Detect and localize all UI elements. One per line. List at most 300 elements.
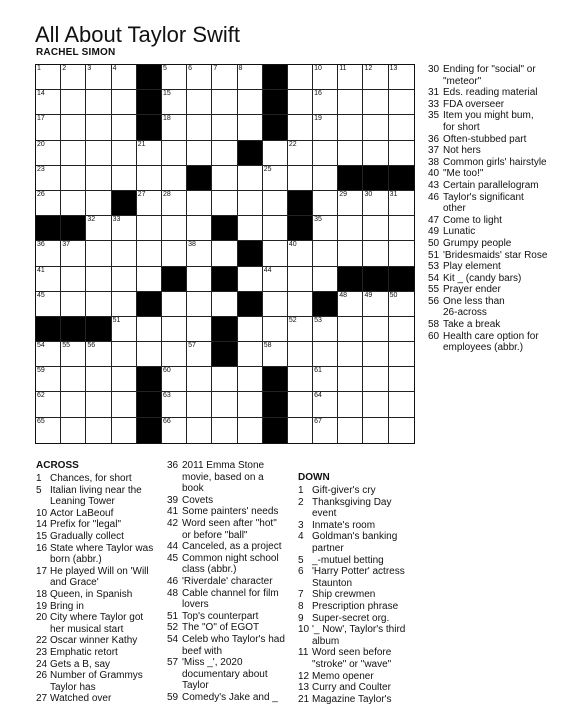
clue-line: City where Taylor got	[50, 612, 144, 624]
clue-line: Inmate's room	[312, 519, 376, 531]
cell-number: 14	[37, 90, 45, 98]
grid-cell[interactable]	[86, 166, 111, 191]
grid-cell[interactable]	[263, 317, 288, 342]
grid-cell[interactable]	[238, 65, 263, 90]
clue-text	[50, 519, 158, 531]
grid-cell[interactable]	[238, 90, 263, 115]
clue	[36, 566, 158, 589]
grid-cell[interactable]	[86, 392, 111, 417]
clue-text	[50, 612, 158, 635]
clue-text	[312, 555, 422, 567]
grid-cell[interactable]	[363, 191, 388, 216]
clue-number: 17	[36, 565, 48, 577]
grid-cell[interactable]	[112, 216, 137, 241]
clue-number: 37	[428, 145, 440, 157]
grid-cell[interactable]	[313, 241, 338, 266]
cell-number: 4	[112, 65, 117, 72]
clue-number: 11	[298, 647, 309, 659]
clue-text	[50, 485, 158, 508]
grid-cell[interactable]	[61, 367, 86, 392]
cell-number: 12	[364, 65, 373, 72]
grid-cell[interactable]	[288, 166, 313, 191]
grid-cell[interactable]	[363, 317, 388, 342]
clue	[428, 261, 566, 273]
cell-number: 22	[288, 140, 297, 148]
grid-cell[interactable]	[187, 342, 212, 367]
cell-number: 15	[162, 90, 171, 98]
grid-cell[interactable]	[36, 166, 61, 191]
grid-cell[interactable]	[187, 216, 212, 241]
grid-cell[interactable]	[363, 141, 388, 166]
clue-line: Gets a B, say	[50, 658, 111, 670]
clue	[298, 613, 422, 625]
grid-cell[interactable]	[338, 342, 363, 367]
grid-cell[interactable]	[338, 216, 363, 241]
clue-line: Grumpy people	[443, 237, 512, 249]
grid-cell[interactable]	[238, 342, 263, 367]
clue	[428, 157, 566, 169]
grid-cell[interactable]	[61, 166, 86, 191]
clue-text	[312, 485, 422, 497]
grid-cell[interactable]	[137, 166, 162, 191]
grid-cell[interactable]	[36, 292, 61, 317]
grid-cell[interactable]	[137, 342, 162, 367]
grid-cell[interactable]	[162, 191, 187, 216]
grid-cell[interactable]	[338, 65, 363, 90]
grid-cell[interactable]	[288, 65, 313, 90]
clue-line: Covets	[182, 494, 214, 506]
clue-text	[312, 647, 422, 670]
grid-cell[interactable]	[389, 317, 414, 342]
clue	[428, 64, 566, 87]
clue	[167, 657, 291, 692]
grid-cell[interactable]	[86, 191, 111, 216]
grid-cell[interactable]	[112, 342, 137, 367]
grid-cell[interactable]	[313, 342, 338, 367]
grid-cell[interactable]	[263, 342, 288, 367]
grid-cell[interactable]	[61, 191, 86, 216]
grid-cell[interactable]	[112, 166, 137, 191]
clue	[36, 659, 158, 671]
clue-number: 55	[428, 284, 440, 296]
clue	[167, 622, 291, 634]
black-square	[238, 141, 263, 166]
grid-cell[interactable]	[212, 292, 237, 317]
clue-line: Play element	[443, 261, 501, 273]
clue-line: 2011 Emma Stone	[182, 460, 265, 471]
grid-cell[interactable]	[288, 241, 313, 266]
grid-cell[interactable]	[263, 191, 288, 216]
grid-cell[interactable]	[36, 90, 61, 115]
grid-cell[interactable]	[187, 90, 212, 115]
grid-cell[interactable]	[162, 141, 187, 166]
clue-line: her musical start	[50, 623, 124, 635]
grid-cell[interactable]	[389, 65, 414, 90]
grid-cell[interactable]	[112, 141, 137, 166]
grid-cell[interactable]	[212, 166, 237, 191]
grid-cell[interactable]	[363, 392, 388, 417]
grid-cell[interactable]	[36, 267, 61, 292]
cell-number: 63	[162, 392, 171, 400]
clue-text	[443, 64, 566, 87]
black-square	[363, 267, 388, 292]
grid-cell[interactable]	[112, 392, 137, 417]
cell-number: 40	[288, 241, 297, 249]
clue-line: Ship crewmen	[312, 589, 376, 601]
grid-cell[interactable]	[288, 317, 313, 342]
clue-number: 36	[428, 133, 440, 145]
clue-line: Take a break	[443, 319, 501, 331]
grid-cell[interactable]	[36, 241, 61, 266]
clue-line: Health care option for	[443, 330, 539, 342]
grid-cell[interactable]	[363, 367, 388, 392]
grid-cell[interactable]	[313, 418, 338, 443]
grid-cell[interactable]	[238, 367, 263, 392]
clue-text	[50, 589, 158, 601]
clue	[298, 520, 422, 532]
clue-line: born (abbr.)	[50, 554, 102, 566]
grid-cell[interactable]	[187, 267, 212, 292]
clue-text	[443, 296, 566, 319]
clue-line: album	[312, 635, 340, 647]
clue-line: Super-secret org.	[312, 612, 390, 624]
grid-cell[interactable]	[162, 90, 187, 115]
grid-cell[interactable]	[389, 342, 414, 367]
grid-cell[interactable]	[212, 418, 237, 443]
grid-cell[interactable]	[162, 317, 187, 342]
clue-line: Not hers	[443, 145, 481, 157]
grid-cell[interactable]	[212, 392, 237, 417]
clue-line: Number of Grammys	[50, 670, 143, 682]
grid-cell[interactable]	[338, 367, 363, 392]
black-square	[137, 90, 162, 115]
clue-number: 31	[428, 87, 440, 99]
grid-cell[interactable]	[288, 90, 313, 115]
grid-cell[interactable]	[263, 141, 288, 166]
clue-line: Goldman's banking	[312, 531, 398, 543]
grid-cell[interactable]	[263, 241, 288, 266]
clue-text	[312, 589, 422, 601]
clue-line: documentary about	[182, 668, 268, 680]
clue-line: Curry and Coulter	[312, 682, 391, 694]
grid-cell[interactable]	[238, 267, 263, 292]
grid-cell[interactable]	[162, 418, 187, 443]
clue-line: Kit _ (candy bars)	[443, 272, 522, 284]
grid-cell[interactable]	[288, 267, 313, 292]
grid-cell[interactable]	[389, 115, 414, 140]
black-square	[288, 191, 313, 216]
grid-cell[interactable]	[112, 267, 137, 292]
clue-text	[50, 659, 158, 671]
grid-cell[interactable]	[338, 191, 363, 216]
grid-cell[interactable]	[162, 342, 187, 367]
grid-cell[interactable]	[137, 267, 162, 292]
grid-cell[interactable]	[363, 216, 388, 241]
grid-cell[interactable]	[263, 166, 288, 191]
grid-cell[interactable]	[36, 141, 61, 166]
grid-cell[interactable]	[212, 65, 237, 90]
grid-cell[interactable]	[86, 241, 111, 266]
grid-cell[interactable]	[36, 392, 61, 417]
grid-cell[interactable]	[389, 241, 414, 266]
grid-cell[interactable]	[313, 65, 338, 90]
grid-cell[interactable]	[162, 292, 187, 317]
grid-cell[interactable]	[363, 342, 388, 367]
grid-cell[interactable]	[238, 166, 263, 191]
clue	[428, 145, 566, 157]
grid-cell[interactable]	[36, 65, 61, 90]
grid-cell[interactable]	[187, 392, 212, 417]
clue-number: 41	[167, 506, 179, 518]
grid-cell[interactable]	[162, 367, 187, 392]
grid-cell[interactable]	[338, 392, 363, 417]
grid-cell[interactable]	[61, 115, 86, 140]
clue-line: Staunton	[312, 577, 353, 589]
grid-cell[interactable]	[36, 342, 61, 367]
clue-line: "meteor"	[443, 75, 482, 87]
grid-cell[interactable]	[112, 317, 137, 342]
grid-cell[interactable]	[36, 367, 61, 392]
clue-number: 19	[36, 600, 48, 612]
grid-cell[interactable]	[112, 418, 137, 443]
grid-cell[interactable]	[288, 418, 313, 443]
grid-cell[interactable]	[313, 115, 338, 140]
grid-cell[interactable]	[187, 141, 212, 166]
grid-cell[interactable]	[137, 191, 162, 216]
clue-line: 26-across	[443, 307, 487, 319]
grid-cell[interactable]	[86, 90, 111, 115]
grid-cell[interactable]	[363, 90, 388, 115]
cell-number: 32	[87, 216, 96, 224]
grid-cell[interactable]	[212, 241, 237, 266]
grid-cell[interactable]	[61, 90, 86, 115]
clue-line: event	[312, 508, 337, 520]
grid-cell[interactable]	[86, 292, 111, 317]
grid-cell[interactable]	[112, 367, 137, 392]
clue-text	[312, 601, 422, 613]
clue	[298, 694, 422, 705]
black-square	[263, 90, 288, 115]
cell-number: 67	[314, 417, 322, 425]
clue-text	[182, 611, 291, 623]
grid-cell[interactable]	[162, 115, 187, 140]
clue-line: The "O" of EGOT	[182, 622, 260, 634]
clue-text	[312, 613, 422, 625]
grid-cell[interactable]	[61, 342, 86, 367]
grid-cell[interactable]	[187, 241, 212, 266]
grid-cell[interactable]	[389, 90, 414, 115]
grid-cell[interactable]	[187, 418, 212, 443]
grid-cell[interactable]	[137, 216, 162, 241]
grid-cell[interactable]	[61, 292, 86, 317]
cell-number: 35	[314, 216, 322, 224]
down-clues-column	[298, 472, 422, 705]
black-square	[212, 216, 237, 241]
grid-cell[interactable]	[187, 317, 212, 342]
clue-line: Come to light	[443, 214, 502, 226]
grid-cell[interactable]	[187, 65, 212, 90]
cell-number: 44	[263, 266, 272, 274]
clue-line: Word seen before	[312, 647, 392, 659]
grid-cell[interactable]	[162, 166, 187, 191]
clue-text	[312, 624, 422, 647]
grid-cell[interactable]	[389, 216, 414, 241]
grid-cell[interactable]	[238, 418, 263, 443]
clue-line: for short	[443, 121, 480, 133]
clue-number: 53	[428, 261, 440, 273]
grid-cell[interactable]	[363, 65, 388, 90]
grid-cell[interactable]	[313, 317, 338, 342]
grid-cell[interactable]	[313, 392, 338, 417]
clue	[428, 87, 566, 99]
grid-cell[interactable]	[389, 292, 414, 317]
grid-cell[interactable]	[338, 292, 363, 317]
clue-number: 60	[428, 330, 440, 342]
grid-cell[interactable]	[61, 241, 86, 266]
grid-cell[interactable]	[238, 216, 263, 241]
cell-number: 21	[137, 140, 146, 148]
grid-cell[interactable]	[112, 115, 137, 140]
clue	[36, 531, 158, 543]
grid-cell[interactable]	[363, 115, 388, 140]
grid-cell[interactable]	[212, 90, 237, 115]
clue-line: class (abbr.)	[182, 564, 237, 576]
grid-cell[interactable]	[263, 267, 288, 292]
grid-cell[interactable]	[137, 317, 162, 342]
grid-cell[interactable]	[137, 141, 162, 166]
black-square	[137, 367, 162, 392]
clue	[36, 485, 158, 508]
grid-cell[interactable]	[86, 216, 111, 241]
grid-cell[interactable]	[187, 292, 212, 317]
grid-cell[interactable]	[389, 367, 414, 392]
grid-cell[interactable]	[238, 317, 263, 342]
grid-cell[interactable]	[112, 65, 137, 90]
grid-cell[interactable]	[338, 141, 363, 166]
clue-line: Leaning Tower	[50, 496, 115, 508]
clue-number: 43	[428, 179, 440, 191]
grid-cell[interactable]	[288, 141, 313, 166]
grid-cell[interactable]	[389, 191, 414, 216]
clue-line: Queen, in Spanish	[50, 588, 133, 600]
grid-cell[interactable]	[112, 292, 137, 317]
clue	[428, 273, 566, 285]
grid-cell[interactable]	[389, 392, 414, 417]
down-heading: DOWN	[298, 472, 330, 483]
grid-cell[interactable]	[86, 418, 111, 443]
cell-number: 2	[62, 65, 67, 72]
grid-cell[interactable]	[86, 367, 111, 392]
grid-cell[interactable]	[61, 418, 86, 443]
grid-cell[interactable]	[338, 241, 363, 266]
grid-cell[interactable]	[36, 191, 61, 216]
grid-cell[interactable]	[363, 292, 388, 317]
grid-cell[interactable]	[61, 267, 86, 292]
grid-cell[interactable]	[313, 141, 338, 166]
grid-cell[interactable]	[112, 241, 137, 266]
grid-cell[interactable]	[313, 216, 338, 241]
grid-cell[interactable]	[238, 392, 263, 417]
grid-cell[interactable]	[187, 367, 212, 392]
clue-number: 42	[167, 517, 179, 529]
grid-cell[interactable]	[313, 166, 338, 191]
grid-cell[interactable]	[212, 191, 237, 216]
black-square	[389, 267, 414, 292]
grid-cell[interactable]	[389, 141, 414, 166]
grid-cell[interactable]	[313, 267, 338, 292]
clue-text	[182, 495, 291, 507]
black-square	[263, 418, 288, 443]
grid-cell[interactable]	[338, 418, 363, 443]
grid-cell[interactable]	[86, 342, 111, 367]
grid-cell[interactable]	[61, 141, 86, 166]
grid-cell[interactable]	[36, 115, 61, 140]
clue-line: Gift-giver's cry	[312, 485, 376, 496]
clue-line: beef with	[182, 645, 223, 657]
clue	[36, 519, 158, 531]
grid-cell[interactable]	[263, 216, 288, 241]
clue	[298, 624, 422, 647]
grid-cell[interactable]	[162, 216, 187, 241]
grid-cell[interactable]	[162, 241, 187, 266]
grid-cell[interactable]	[187, 115, 212, 140]
grid-cell[interactable]	[112, 90, 137, 115]
grid-cell[interactable]	[137, 241, 162, 266]
grid-cell[interactable]	[212, 115, 237, 140]
clue-text	[182, 460, 291, 495]
cell-number: 8	[238, 65, 243, 72]
grid-cell[interactable]	[263, 292, 288, 317]
black-square	[187, 166, 212, 191]
grid-cell[interactable]	[86, 267, 111, 292]
grid-cell[interactable]	[162, 65, 187, 90]
grid-cell[interactable]	[313, 90, 338, 115]
grid-cell[interactable]	[238, 191, 263, 216]
grid-cell[interactable]	[313, 367, 338, 392]
grid-cell[interactable]	[238, 115, 263, 140]
grid-cell[interactable]	[36, 418, 61, 443]
grid-cell[interactable]	[162, 392, 187, 417]
clue-text	[443, 192, 566, 215]
grid-cell[interactable]	[212, 367, 237, 392]
clue-text	[443, 319, 566, 331]
grid-cell[interactable]	[61, 392, 86, 417]
grid-cell[interactable]	[363, 418, 388, 443]
grid-cell[interactable]	[338, 90, 363, 115]
across-clues-column	[36, 460, 158, 705]
clue-line: Prayer ender	[443, 284, 501, 296]
grid-cell[interactable]	[212, 141, 237, 166]
grid-cell[interactable]	[187, 191, 212, 216]
grid-cell[interactable]	[338, 317, 363, 342]
grid-cell[interactable]	[338, 115, 363, 140]
grid-cell[interactable]	[288, 342, 313, 367]
down-clues-continued	[428, 64, 566, 354]
grid-cell[interactable]	[86, 65, 111, 90]
grid-cell[interactable]	[86, 141, 111, 166]
grid-cell[interactable]	[288, 367, 313, 392]
grid-cell[interactable]	[61, 65, 86, 90]
grid-cell[interactable]	[313, 191, 338, 216]
grid-cell[interactable]	[86, 115, 111, 140]
grid-cell[interactable]	[288, 115, 313, 140]
clue-number: 39	[167, 494, 179, 506]
cell-number: 5	[162, 65, 167, 72]
grid-cell[interactable]	[288, 292, 313, 317]
grid-cell[interactable]	[288, 392, 313, 417]
grid-cell[interactable]	[389, 418, 414, 443]
grid-cell[interactable]	[363, 241, 388, 266]
